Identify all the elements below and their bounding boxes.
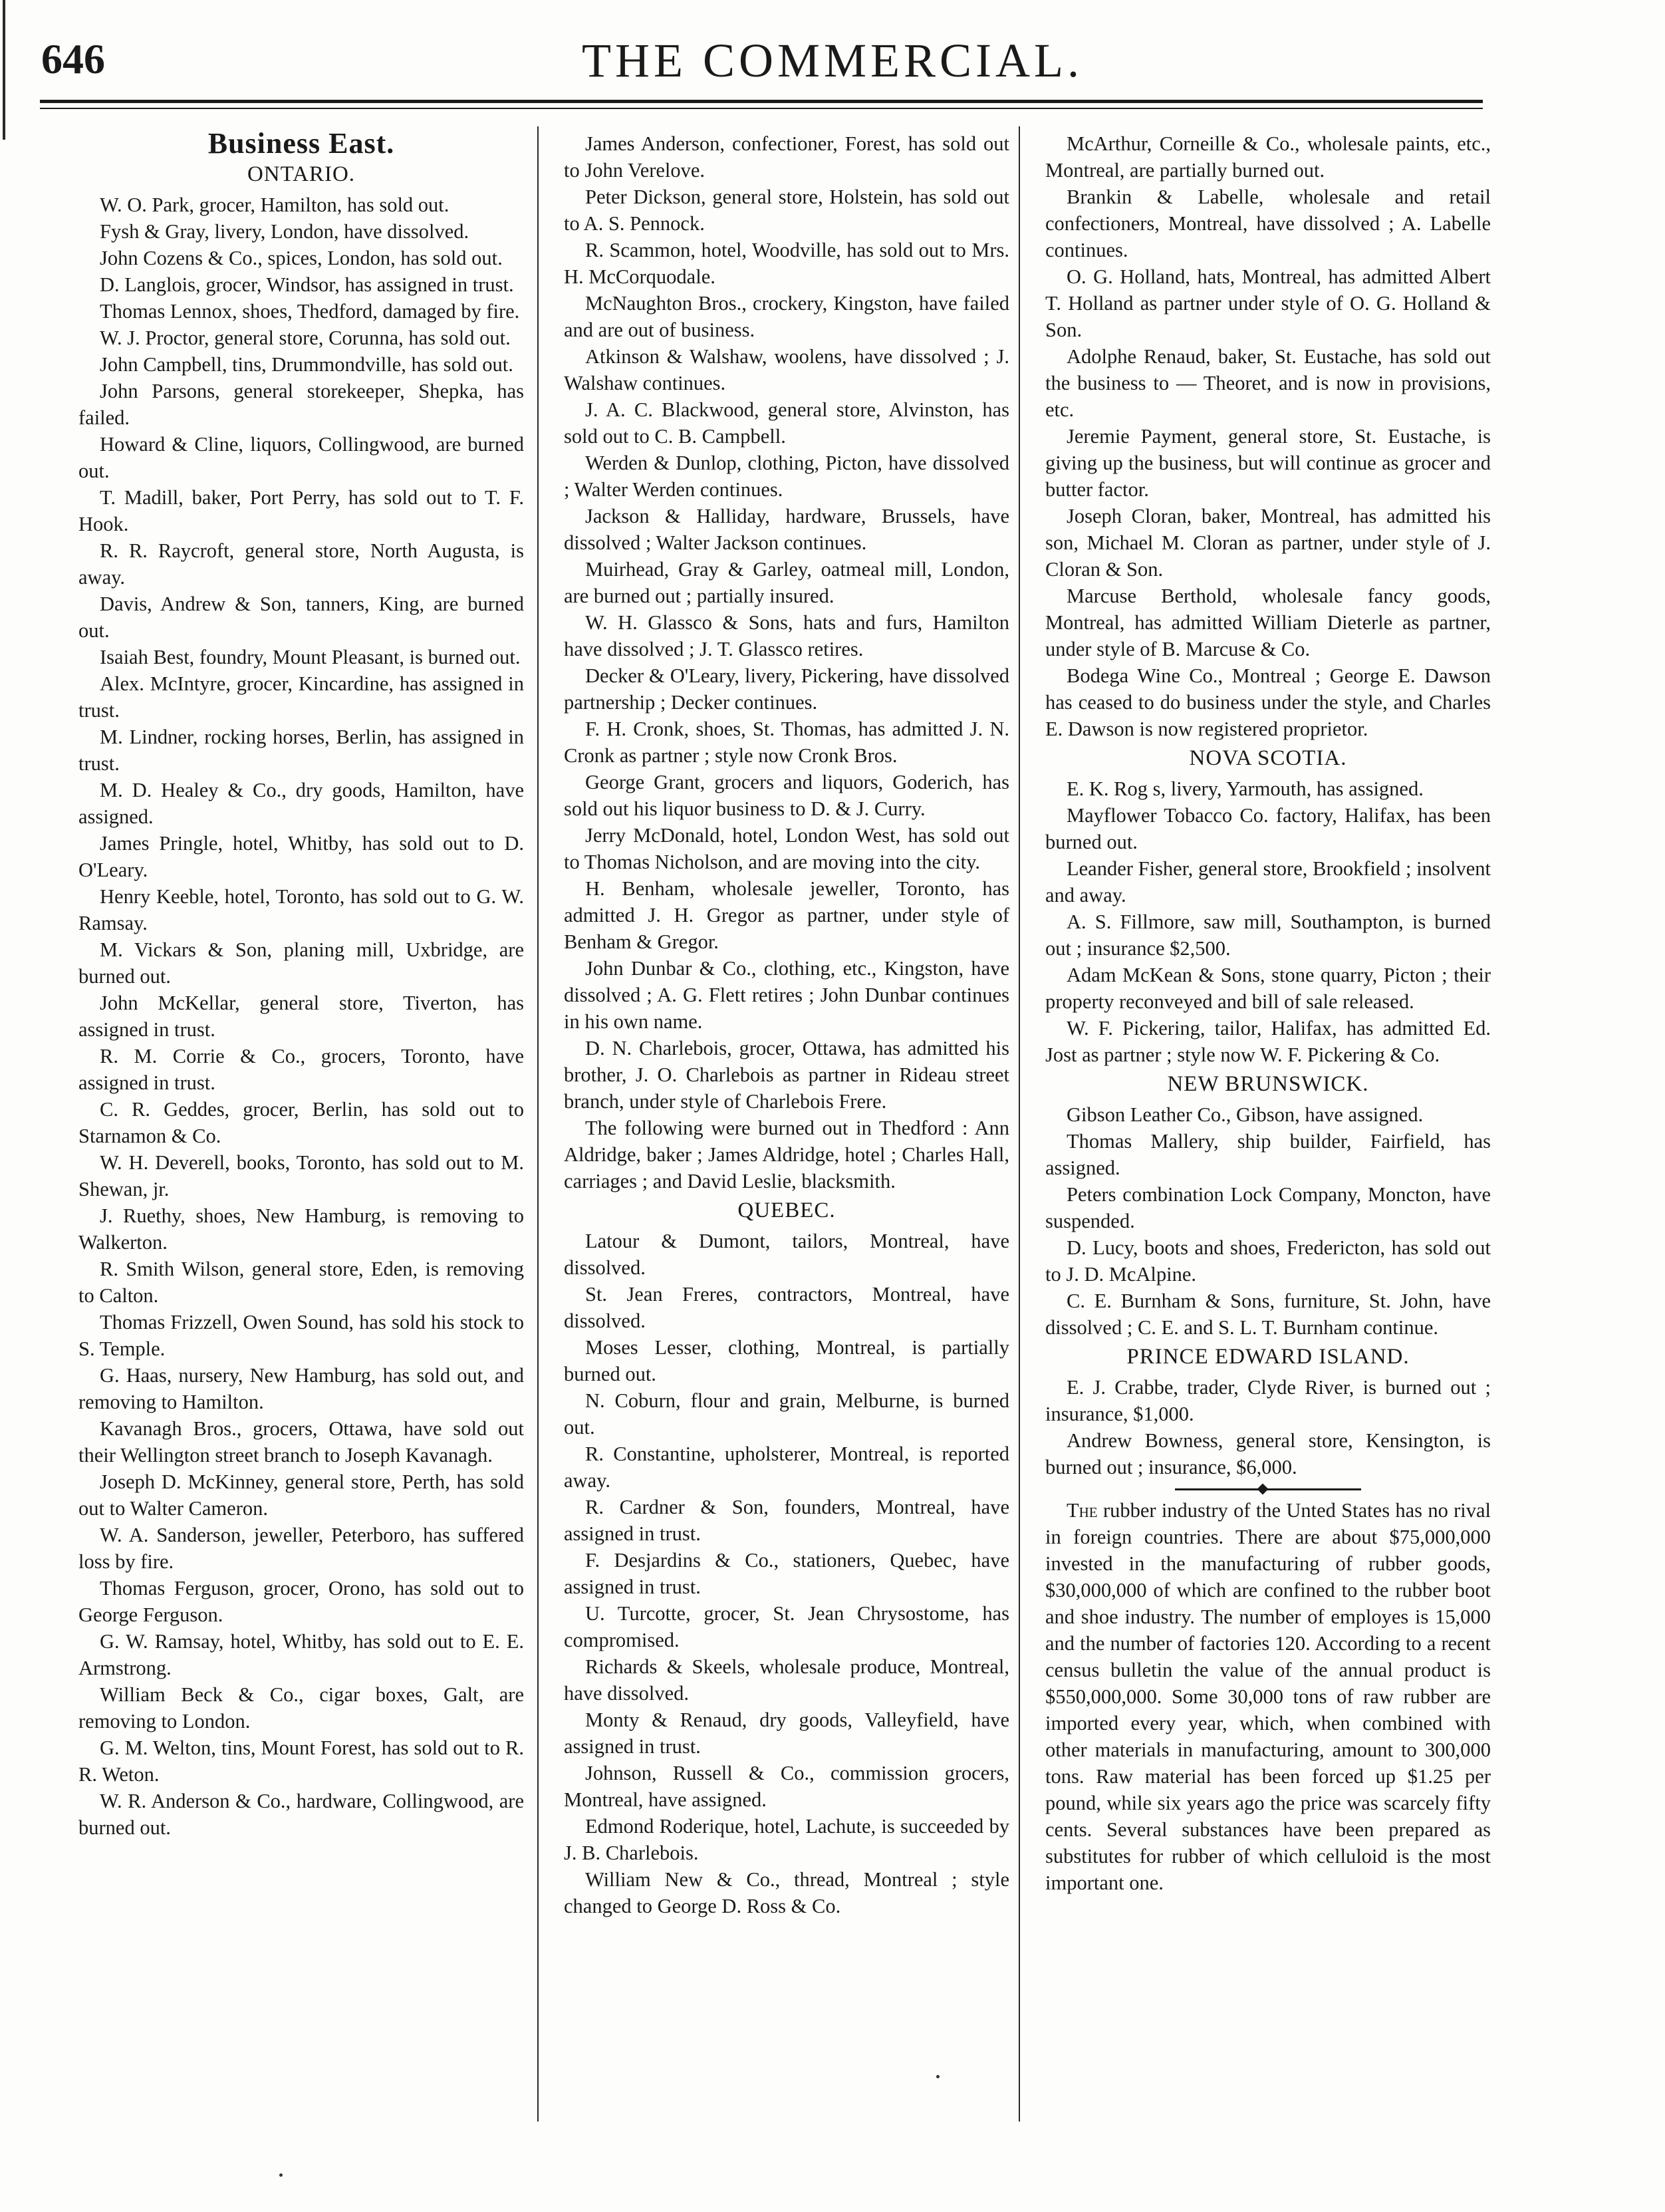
list-item: Bodega Wine Co., Montreal ; George E. Dawson has ceased to do business under the style, and Charles E. Dawson is now registered proprietor.: [1045, 664, 1491, 740]
list-item: M. Lindner, rocking horses, Berlin, has assigned in trust.: [78, 726, 524, 775]
list-item: Isaiah Best, foundry, Mount Pleasant, is burned out.: [100, 646, 521, 668]
column-divider-1: [537, 126, 539, 2122]
list-item: John Cozens & Co., spices, London, has sold out.: [100, 247, 503, 269]
list-item: H. Benham, wholesale jeweller, Toronto, has admitted J. H. Gregor as partner, under style of Benham & Gregor.: [564, 877, 1009, 953]
list-item: The following were burned out in Thedford : Ann Aldridge, baker ; James Aldridge, hotel ; Charles Hall, carriages ; and David Leslie, blacksmith.: [564, 1117, 1009, 1192]
list-item: John McKellar, general store, Tiverton, has assigned in trust.: [78, 992, 524, 1041]
list-item: Thomas Ferguson, grocer, Orono, has sold out to George Ferguson.: [78, 1577, 524, 1626]
list-item: F. H. Cronk, shoes, St. Thomas, has admitted J. N. Cronk as partner ; style now Cronk Bros.: [564, 718, 1009, 767]
list-item: Jerry McDonald, hotel, London West, has sold out to Thomas Nicholson, and are moving into the city.: [564, 824, 1009, 873]
list-quebec-continued: [1045, 130, 1491, 742]
list-item: D. Langlois, grocer, Windsor, has assigned in trust.: [100, 273, 514, 296]
list-item: F. Desjardins & Co., stationers, Quebec, have assigned in trust.: [564, 1549, 1009, 1598]
list-item: Jeremie Payment, general store, St. Eustache, is giving up the business, but will continue as grocer and butter factor.: [1045, 425, 1491, 501]
list-item: Muirhead, Gray & Garley, oatmeal mill, London, are burned out ; partially insured.: [564, 558, 1009, 607]
list-item: Davis, Andrew & Son, tanners, King, are burned out.: [78, 593, 524, 642]
list-item: John Campbell, tins, Drummondville, has sold out.: [100, 353, 513, 376]
column-divider-2: [1019, 126, 1020, 2122]
list-item: Joseph D. McKinney, general store, Perth, has sold out to Walter Cameron.: [78, 1470, 524, 1520]
list-item: J. Ruethy, shoes, New Hamburg, is removing to Walkerton.: [78, 1204, 524, 1254]
list-item: A. S. Fillmore, saw mill, Southampton, is burned out ; insurance $2,500.: [1045, 910, 1491, 960]
list-item: R. Smith Wilson, general store, Eden, is removing to Calton.: [78, 1258, 524, 1307]
column-3: [1045, 130, 1491, 1896]
list-item: Gibson Leather Co., Gibson, have assigned.: [1067, 1103, 1424, 1126]
list-item: W. R. Anderson & Co., hardware, Collingwood, are burned out.: [78, 1790, 524, 1839]
list-item: Adolphe Renaud, baker, St. Eustache, has sold out the business to — Theoret, and is now in provisions, etc.: [1045, 345, 1491, 421]
list-item: W. H. Deverell, books, Toronto, has sold out to M. Shewan, jr.: [78, 1151, 524, 1200]
list-item: W. F. Pickering, tailor, Halifax, has admitted Ed. Jost as partner ; style now W. F. Pickering & Co.: [1045, 1017, 1491, 1066]
list-item: James Anderson, confectioner, Forest, has sold out to John Verelove.: [564, 132, 1009, 182]
page-number: 646: [41, 35, 105, 82]
list-item: W. H. Glassco & Sons, hats and furs, Hamilton have dissolved ; J. T. Glassco retires.: [564, 611, 1009, 660]
heading-new-brunswick: NEW BRUNSWICK.: [1167, 1072, 1369, 1096]
list-item: McNaughton Bros., crockery, Kingston, have failed and are out of business.: [564, 292, 1009, 341]
list-item: James Pringle, hotel, Whitby, has sold out to D. O'Leary.: [78, 832, 524, 881]
list-item: William Beck & Co., cigar boxes, Galt, are removing to London.: [78, 1683, 524, 1732]
list-item: St. Jean Freres, contractors, Montreal, have dissolved.: [564, 1283, 1009, 1332]
list-nova-scotia: [1045, 775, 1491, 1068]
list-item: G. M. Welton, tins, Mount Forest, has sold out to R. R. Weton.: [78, 1736, 524, 1786]
list-item: U. Turcotte, grocer, St. Jean Chrysostome, has compromised.: [564, 1602, 1009, 1651]
article-rubber-industry: [1045, 1497, 1491, 1896]
list-item: George Grant, grocers and liquors, Goderich, has sold out his liquor business to D. & J. Curry.: [564, 771, 1009, 820]
list-item: Henry Keeble, hotel, Toronto, has sold out to G. W. Ramsay.: [78, 885, 524, 934]
list-item: Alex. McIntyre, grocer, Kincardine, has assigned in trust.: [78, 672, 524, 722]
list-new-brunswick: [1045, 1101, 1491, 1341]
list-item: Monty & Renaud, dry goods, Valleyfield, have assigned in trust.: [564, 1709, 1009, 1758]
list-prince-edward-island: [1045, 1374, 1491, 1480]
heading-ontario: ONTARIO.: [247, 162, 356, 186]
list-item: Moses Lesser, clothing, Montreal, is partially burned out.: [564, 1336, 1009, 1385]
list-item: D. Lucy, boots and shoes, Fredericton, has sold out to J. D. McAlpine.: [1045, 1236, 1491, 1286]
list-quebec: [564, 1228, 1009, 1919]
list-item: Marcuse Berthold, wholesale fancy goods, Montreal, has admitted William Dieterle as partner, under style of B. Marcuse & Co.: [1045, 585, 1491, 660]
print-speck: [279, 2173, 283, 2177]
list-item: M. Vickars & Son, planing mill, Uxbridge, are burned out.: [78, 938, 524, 988]
list-item: John Dunbar & Co., clothing, etc., Kingston, have dissolved ; A. G. Flett retires ; John Dunbar continues in his own name.: [564, 957, 1009, 1033]
list-item: Thomas Lennox, shoes, Thedford, damaged by fire.: [100, 300, 520, 323]
list-item: C. R. Geddes, grocer, Berlin, has sold out to Starnamon & Co.: [78, 1098, 524, 1147]
article-lead-word: The: [1067, 1499, 1098, 1522]
list-item: Andrew Bowness, general store, Kensington, is burned out ; insurance, $6,000.: [1045, 1429, 1491, 1478]
list-item: Werden & Dunlop, clothing, Picton, have dissolved ; Walter Werden continues.: [564, 452, 1009, 501]
list-item: Kavanagh Bros., grocers, Ottawa, have sold out their Wellington street branch to Joseph Kavanagh.: [78, 1417, 524, 1466]
list-item: Leander Fisher, general store, Brookfield ; insolvent and away.: [1045, 857, 1491, 906]
heading-prince-edward-island: PRINCE EDWARD ISLAND.: [1126, 1345, 1410, 1369]
list-item: John Parsons, general storekeeper, Shepka, has failed.: [78, 380, 524, 429]
column-2: [564, 130, 1009, 1919]
list-item: W. J. Proctor, general store, Corunna, has sold out.: [100, 327, 511, 349]
list-item: Thomas Mallery, ship builder, Fairfield, has assigned.: [1045, 1130, 1491, 1179]
header-rule-thin: [40, 108, 1483, 109]
heading-nova-scotia: NOVA SCOTIA.: [1189, 746, 1347, 770]
list-item: Joseph Cloran, baker, Montreal, has admitted his son, Michael M. Cloran as partner, under style of J. Cloran & Son.: [1045, 505, 1491, 581]
heading-quebec: QUEBEC.: [737, 1198, 836, 1222]
list-item: W. A. Sanderson, jeweller, Peterboro, has suffered loss by fire.: [78, 1524, 524, 1573]
list-item: Johnson, Russell & Co., commission grocers, Montreal, have assigned.: [564, 1762, 1009, 1811]
column-1: [78, 127, 524, 1841]
list-item: Adam McKean & Sons, stone quarry, Picton ; their property reconveyed and bill of sale released.: [1045, 964, 1491, 1013]
masthead-title: THE COMMERCIAL.: [582, 34, 1083, 87]
list-item: O. G. Holland, hats, Montreal, has admitted Albert T. Holland as partner under style of O. G. Holland & Son.: [1045, 265, 1491, 341]
list-item: R. R. Raycroft, general store, North Augusta, is away.: [78, 539, 524, 589]
list-item: Richards & Skeels, wholesale produce, Montreal, have dissolved.: [564, 1655, 1009, 1705]
list-item: Jackson & Halliday, hardware, Brussels, have dissolved ; Walter Jackson continues.: [564, 505, 1009, 554]
article-body: rubber industry of the Unted States has no rival in foreign countries. There are about $75,000,000 invested in the manufacturing of rubber goods, $30,000,000 of which are confined to the rubber boot and shoe industry. The number of employes is 15,000 and the number of factories 120. According to a recent census bulletin the value of the annual product is $550,000,000. Some 30,000 tons of raw rubber are imported every year, which, when combined with other materials in manufacturing, amount to 300,000 tons. Raw material has been forced up $1.25 per pound, while six years ago the price was scarcely fifty cents. Several substances have been prepared as substitutes for rubber of which celluloid is the most important one.: [1045, 1499, 1491, 1894]
list-item: McArthur, Corneille & Co., wholesale paints, etc., Montreal, are partially burned out.: [1045, 132, 1491, 182]
list-item: E. J. Crabbe, trader, Clyde River, is burned out ; insurance, $1,000.: [1045, 1376, 1491, 1425]
list-item: Thomas Frizzell, Owen Sound, has sold his stock to S. Temple.: [78, 1311, 524, 1360]
list-item: Howard & Cline, liquors, Collingwood, are burned out.: [78, 433, 524, 482]
list-item: E. K. Rog s, livery, Yarmouth, has assigned.: [1067, 777, 1424, 800]
list-item: W. O. Park, grocer, Hamilton, has sold out.: [100, 194, 449, 216]
list-item: G. W. Ramsay, hotel, Whitby, has sold out to E. E. Armstrong.: [78, 1630, 524, 1679]
ornamental-divider: [1175, 1488, 1361, 1490]
list-item: Decker & O'Leary, livery, Pickering, have dissolved partnership ; Decker continues.: [564, 664, 1009, 714]
list-item: M. D. Healey & Co., dry goods, Hamilton, have assigned.: [78, 779, 524, 828]
list-item: William New & Co., thread, Montreal ; style changed to George D. Ross & Co.: [564, 1868, 1009, 1917]
list-item: R. Cardner & Son, founders, Montreal, have assigned in trust.: [564, 1496, 1009, 1545]
list-ontario: [78, 192, 524, 1841]
list-item: Mayflower Tobacco Co. factory, Halifax, has been burned out.: [1045, 804, 1491, 853]
list-item: Edmond Roderique, hotel, Lachute, is succeeded by J. B. Charlebois.: [564, 1815, 1009, 1864]
list-item: N. Coburn, flour and grain, Melburne, is burned out.: [564, 1389, 1009, 1439]
list-item: Brankin & Labelle, wholesale and retail confectioners, Montreal, have dissolved ; A. Labelle continues.: [1045, 186, 1491, 261]
list-item: R. Constantine, upholsterer, Montreal, is reported away.: [564, 1443, 1009, 1492]
list-item: Fysh & Gray, livery, London, have dissolved.: [100, 220, 469, 243]
list-ontario-continued: [564, 130, 1009, 1194]
list-item: T. Madill, baker, Port Perry, has sold out to T. F. Hook.: [78, 486, 524, 535]
print-speck: [936, 2075, 940, 2078]
list-item: G. Haas, nursery, New Hamburg, has sold out, and removing to Hamilton.: [78, 1364, 524, 1413]
list-item: C. E. Burnham & Sons, furniture, St. John, have dissolved ; C. E. and S. L. T. Burnham continue.: [1045, 1290, 1491, 1339]
header-rule-thick: [40, 100, 1483, 103]
section-title: Business East.: [207, 127, 395, 160]
list-item: Peter Dickson, general store, Holstein, has sold out to A. S. Pennock.: [564, 186, 1009, 235]
list-item: Latour & Dumont, tailors, Montreal, have dissolved.: [564, 1230, 1009, 1279]
list-item: D. N. Charlebois, grocer, Ottawa, has admitted his brother, J. O. Charlebois as partner in Rideau street branch, under style of Charlebois Frere.: [564, 1037, 1009, 1113]
list-item: R. M. Corrie & Co., grocers, Toronto, have assigned in trust.: [78, 1045, 524, 1094]
list-item: Atkinson & Walshaw, woolens, have dissolved ; J. Walshaw continues.: [564, 345, 1009, 394]
list-item: R. Scammon, hotel, Woodville, has sold out to Mrs. H. McCorquodale.: [564, 239, 1009, 288]
list-item: J. A. C. Blackwood, general store, Alvinston, has sold out to C. B. Campbell.: [564, 398, 1009, 448]
list-item: Peters combination Lock Company, Moncton, have suspended.: [1045, 1183, 1491, 1232]
